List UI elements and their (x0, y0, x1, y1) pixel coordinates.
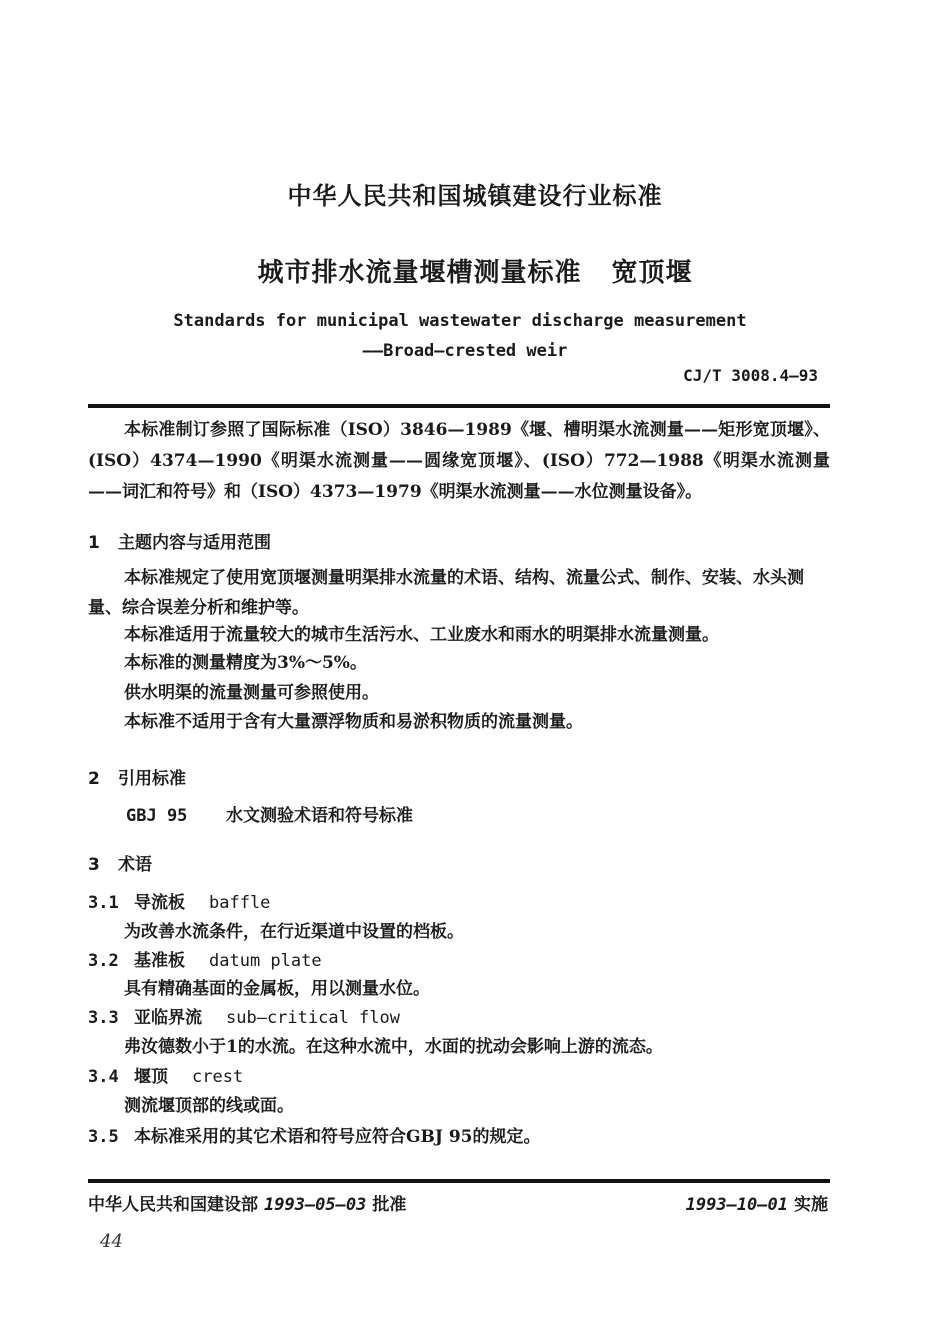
term-number: 3.4 (88, 1067, 119, 1087)
term-number: 3.5 (88, 1127, 119, 1147)
term-en: crest (192, 1067, 244, 1087)
term-heading (88, 1003, 400, 1028)
section-1-title: 主题内容与适用范围 (118, 533, 271, 553)
section-2-title: 引用标准 (118, 769, 186, 789)
term-heading (88, 1122, 541, 1147)
term-heading (88, 1062, 243, 1087)
effective-label: 实施 (794, 1195, 828, 1215)
top-divider (88, 404, 830, 408)
term-definition: 具有精确基面的金属板，用以测量水位。 (124, 979, 430, 999)
term-cn: 基准板 (134, 951, 185, 971)
effective-date: 1993—10—01 (685, 1195, 788, 1215)
section-1-paragraph: 本标准适用于流量较大的城市生活污水、工业废水和雨水的明渠排水流量测量。 (124, 625, 719, 645)
section-1-paragraph: 本标准规定了使用宽顶堰测量明渠排水流量的术语、结构、流量公式、制作、安装、水头测量、综合误差分析和维护等。 (88, 568, 804, 618)
approval-info (88, 1190, 406, 1215)
page-number: 44 (100, 1231, 123, 1252)
section-1-paragraph: 本标准不适用于含有大量漂浮物质和易淤积物质的流量测量。 (124, 712, 583, 732)
standard-code: CJ/T 3008.4—93 (683, 366, 818, 385)
approve-date: 1993—05—03 (264, 1195, 367, 1215)
term-en: datum plate (209, 951, 322, 971)
term-heading (88, 946, 322, 971)
term-definition: 为改善水流条件，在行近渠道中设置的档板。 (124, 922, 464, 942)
term-definition: 测流堰顶部的线或面。 (124, 1096, 294, 1116)
term-en: sub—critical flow (226, 1008, 400, 1028)
document-title-cn (0, 252, 950, 289)
reference-title: 水文测验术语和符号标准 (226, 806, 413, 826)
document-title-en-line1: Standards for municipal wastewater discharge measurement (173, 311, 747, 331)
term-en: baffle (209, 893, 271, 913)
section-3-heading (88, 850, 152, 875)
intro-paragraph: 本标准制订参照了国际标准（ISO）3846—1989《堰、槽明渠水流测量——矩形宽顶堰》、(ISO）4374—1990《明渠水流测量——圆缘宽顶堰》、(ISO）772—1988《明渠水流测量——词汇和符号》和（ISO）4373—1979《明渠水流测量——水位测量设备》。 (88, 420, 830, 502)
reference-standard (126, 801, 413, 826)
term-number: 3.1 (88, 893, 119, 913)
standard-type-header: 中华人民共和国城镇建设行业标准 (287, 182, 663, 210)
term-cn: 堰顶 (134, 1067, 168, 1087)
issuer: 中华人民共和国建设部 (88, 1195, 258, 1215)
title-cn-sub: 宽顶堰 (611, 258, 693, 288)
term-text: 本标准采用的其它术语和符号应符合GBJ 95的规定。 (134, 1127, 541, 1147)
section-3-title: 术语 (118, 855, 152, 875)
section-3-number: 3 (88, 855, 100, 875)
term-number: 3.3 (88, 1008, 119, 1028)
reference-code: GBJ 95 (126, 806, 188, 826)
term-number: 3.2 (88, 951, 119, 971)
section-1-paragraph: 供水明渠的流量测量可参照使用。 (124, 683, 379, 703)
section-2-number: 2 (88, 769, 100, 789)
section-1-number: 1 (88, 533, 100, 553)
term-heading (88, 888, 270, 913)
document-title-en-line2: ——Broad—crested weir (362, 341, 568, 361)
term-cn: 亚临界流 (134, 1008, 202, 1028)
section-2-heading (88, 764, 186, 789)
approve-label: 批准 (372, 1195, 407, 1215)
effective-info (686, 1190, 828, 1215)
title-cn-main: 城市排水流量堰槽测量标准 (257, 258, 582, 288)
section-1-heading (88, 528, 271, 553)
term-cn: 导流板 (134, 893, 185, 913)
section-1-paragraph: 本标准的测量精度为3%～5%。 (124, 653, 367, 673)
term-definition: 弗汝德数小于1的水流。在这种水流中，水面的扰动会影响上游的流态。 (124, 1037, 663, 1057)
bottom-divider (88, 1179, 830, 1183)
